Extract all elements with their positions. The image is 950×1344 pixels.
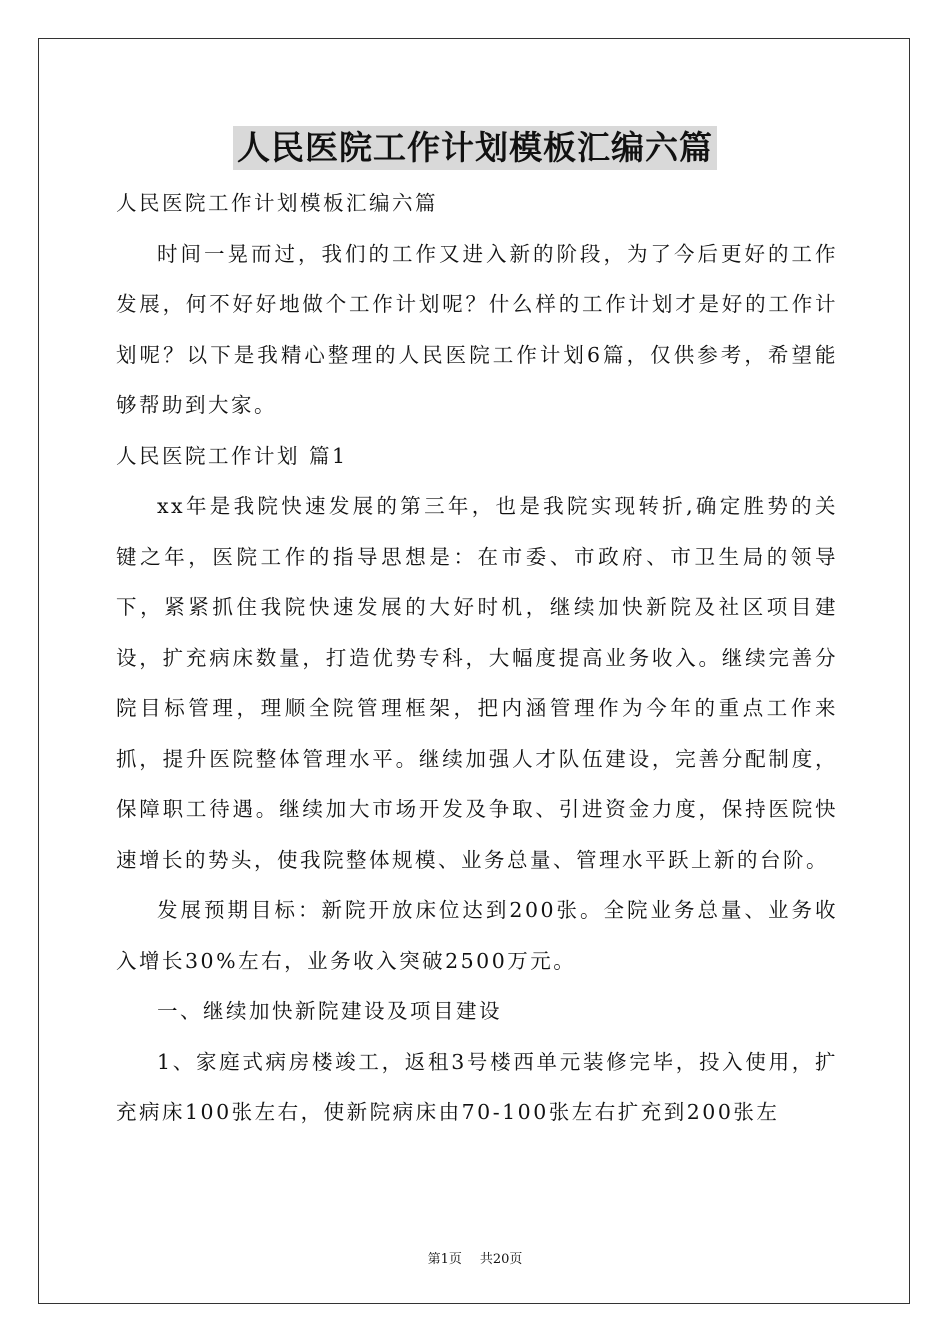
title-wrap (0, 126, 950, 170)
body-paragraph: xx年是我院快速发展的第三年，也是我院实现转折,确定胜势的关键之年，医院工作的指导思想是：在市委、市政府、市卫生局的领导下，紧紧抓住我院快速发展的大好时机，继续加快新院及社区项目建设，扩充病床数量，打造优势专科，大幅度提高业务收入。继续完善分院目标管理，理顺全院管理框架，把内涵管理作为今年的重点工作来抓，提升医院整体管理水平。继续加强人才队伍建设，完善分配制度，保障职工待遇。继续加大市场开发及争取、引进资金力度，保持医院快速增长的势头，使我院整体规模、业务总量、管理水平跃上新的台阶。 (116, 494, 838, 872)
page-number: 第1页 (427, 1252, 462, 1267)
page-footer (0, 1248, 950, 1267)
page-total: 共20页 (479, 1252, 523, 1267)
body-paragraph: 发展预期目标：新院开放床位达到200张。全院业务总量、业务收入增长30%左右，业务收入突破2500万元。 (116, 898, 838, 973)
body-paragraph: 1、家庭式病房楼竣工，返租3号楼西单元装修完毕，投入使用，扩充病床100张左右，使新院病床由70-100张左右扩充到200张左 (116, 1049, 838, 1124)
body-subtitle: 人民医院工作计划模板汇编六篇 (116, 191, 438, 215)
document-body (116, 178, 838, 1138)
document-title: 人民医院工作计划模板汇编六篇 (233, 126, 717, 170)
intro-paragraph: 时间一晃而过，我们的工作又进入新的阶段，为了今后更好的工作发展，何不好好地做个工作计划呢？什么样的工作计划才是好的工作计划呢？以下是我精心整理的人民医院工作计划6篇，仅供参考，希望能够帮助到大家。 (116, 241, 838, 417)
section-heading: 人民医院工作计划 篇1 (116, 443, 348, 468)
subsection-heading: 一、继续加快新院建设及项目建设 (157, 999, 502, 1023)
